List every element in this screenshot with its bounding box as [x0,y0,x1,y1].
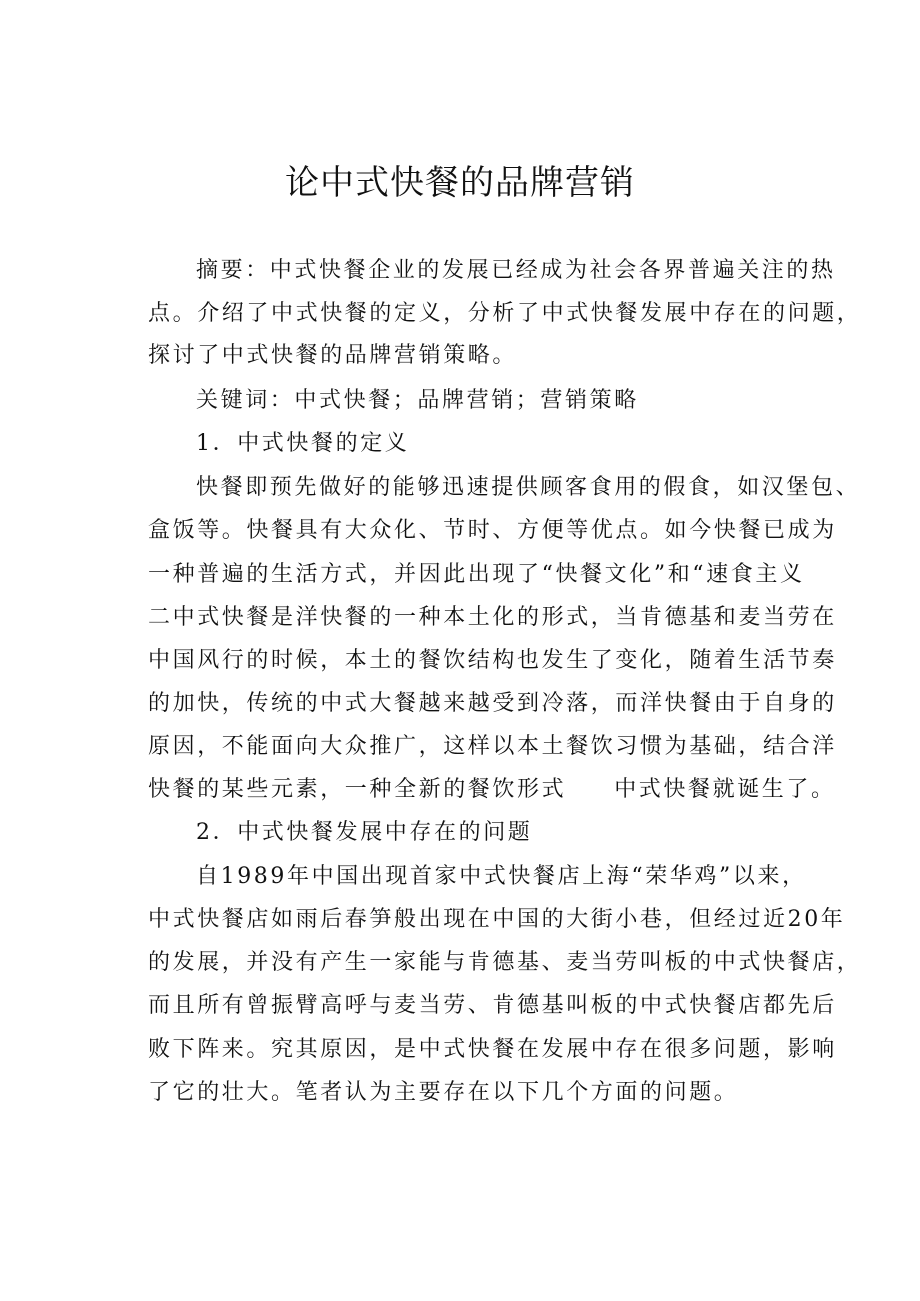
section-heading: 1．中式快餐的定义 [196,431,410,456]
paragraph-line: 而且所有曾振臂高呼与麦当劳、肯德基叫板的中式快餐店都先后 [148,993,837,1018]
paragraph-line: 了它的壮大。笔者认为主要存在以下几个方面的问题。 [148,1080,739,1105]
page-title: 论中式快餐的品牌营销 [285,163,635,203]
paragraph-line-part: 快餐的某些元素，一种全新的餐饮形式 [148,777,567,802]
section-heading: 2．中式快餐发展中存在的问题 [196,820,533,845]
paragraph-line: 二中式快餐是洋快餐的一种本土化的形式，当肯德基和麦当劳在 [148,605,837,630]
paragraph-line: 快餐即预先做好的能够迅速提供顾客食用的假食，如汉堡包、 [196,475,861,500]
abstract-line: 探讨了中式快餐的品牌营销策略。 [148,343,518,368]
paragraph-line: 盒饭等。快餐具有大众化、节时、方便等优点。如今快餐已成为 [148,518,837,543]
abstract-line: 点。介绍了中式快餐的定义，分析了中式快餐发展中存在的问题， [148,301,862,326]
paragraph-line-part: 中式快餐就诞生了。 [614,777,836,802]
abstract-line: 摘要：中式快餐企业的发展已经成为社会各界普遍关注的热 [196,258,836,283]
paragraph-line: 败下阵来。究其原因，是中式快餐在发展中存在很多问题，影响 [148,1037,837,1062]
paragraph-line: 的加快，传统的中式大餐越来越受到冷落，而洋快餐由于自身的 [148,691,837,716]
paragraph-line: 原因，不能面向大众推广，这样以本土餐饮习惯为基础，结合洋 [148,734,837,759]
paragraph-line: 一种普遍的生活方式，并因此出现了“快餐文化”和“速食主义 [148,562,805,587]
paragraph-line: 自1989年中国出现首家中式快餐店上海“荣华鸡”以来， [196,864,807,889]
paragraph-line: 中国风行的时候，本土的餐饮结构也发生了变化，随着生活节奏 [148,648,837,673]
paragraph-line [148,775,836,805]
paragraph-line: 中式快餐店如雨后春笋般出现在中国的大街小巷，但经过近20年 [148,907,846,932]
paragraph-line: 的发展，并没有产生一家能与肯德基、麦当劳叫板的中式快餐店， [148,950,862,975]
keywords-line: 关键词：中式快餐；品牌营销；营销策略 [196,388,639,413]
